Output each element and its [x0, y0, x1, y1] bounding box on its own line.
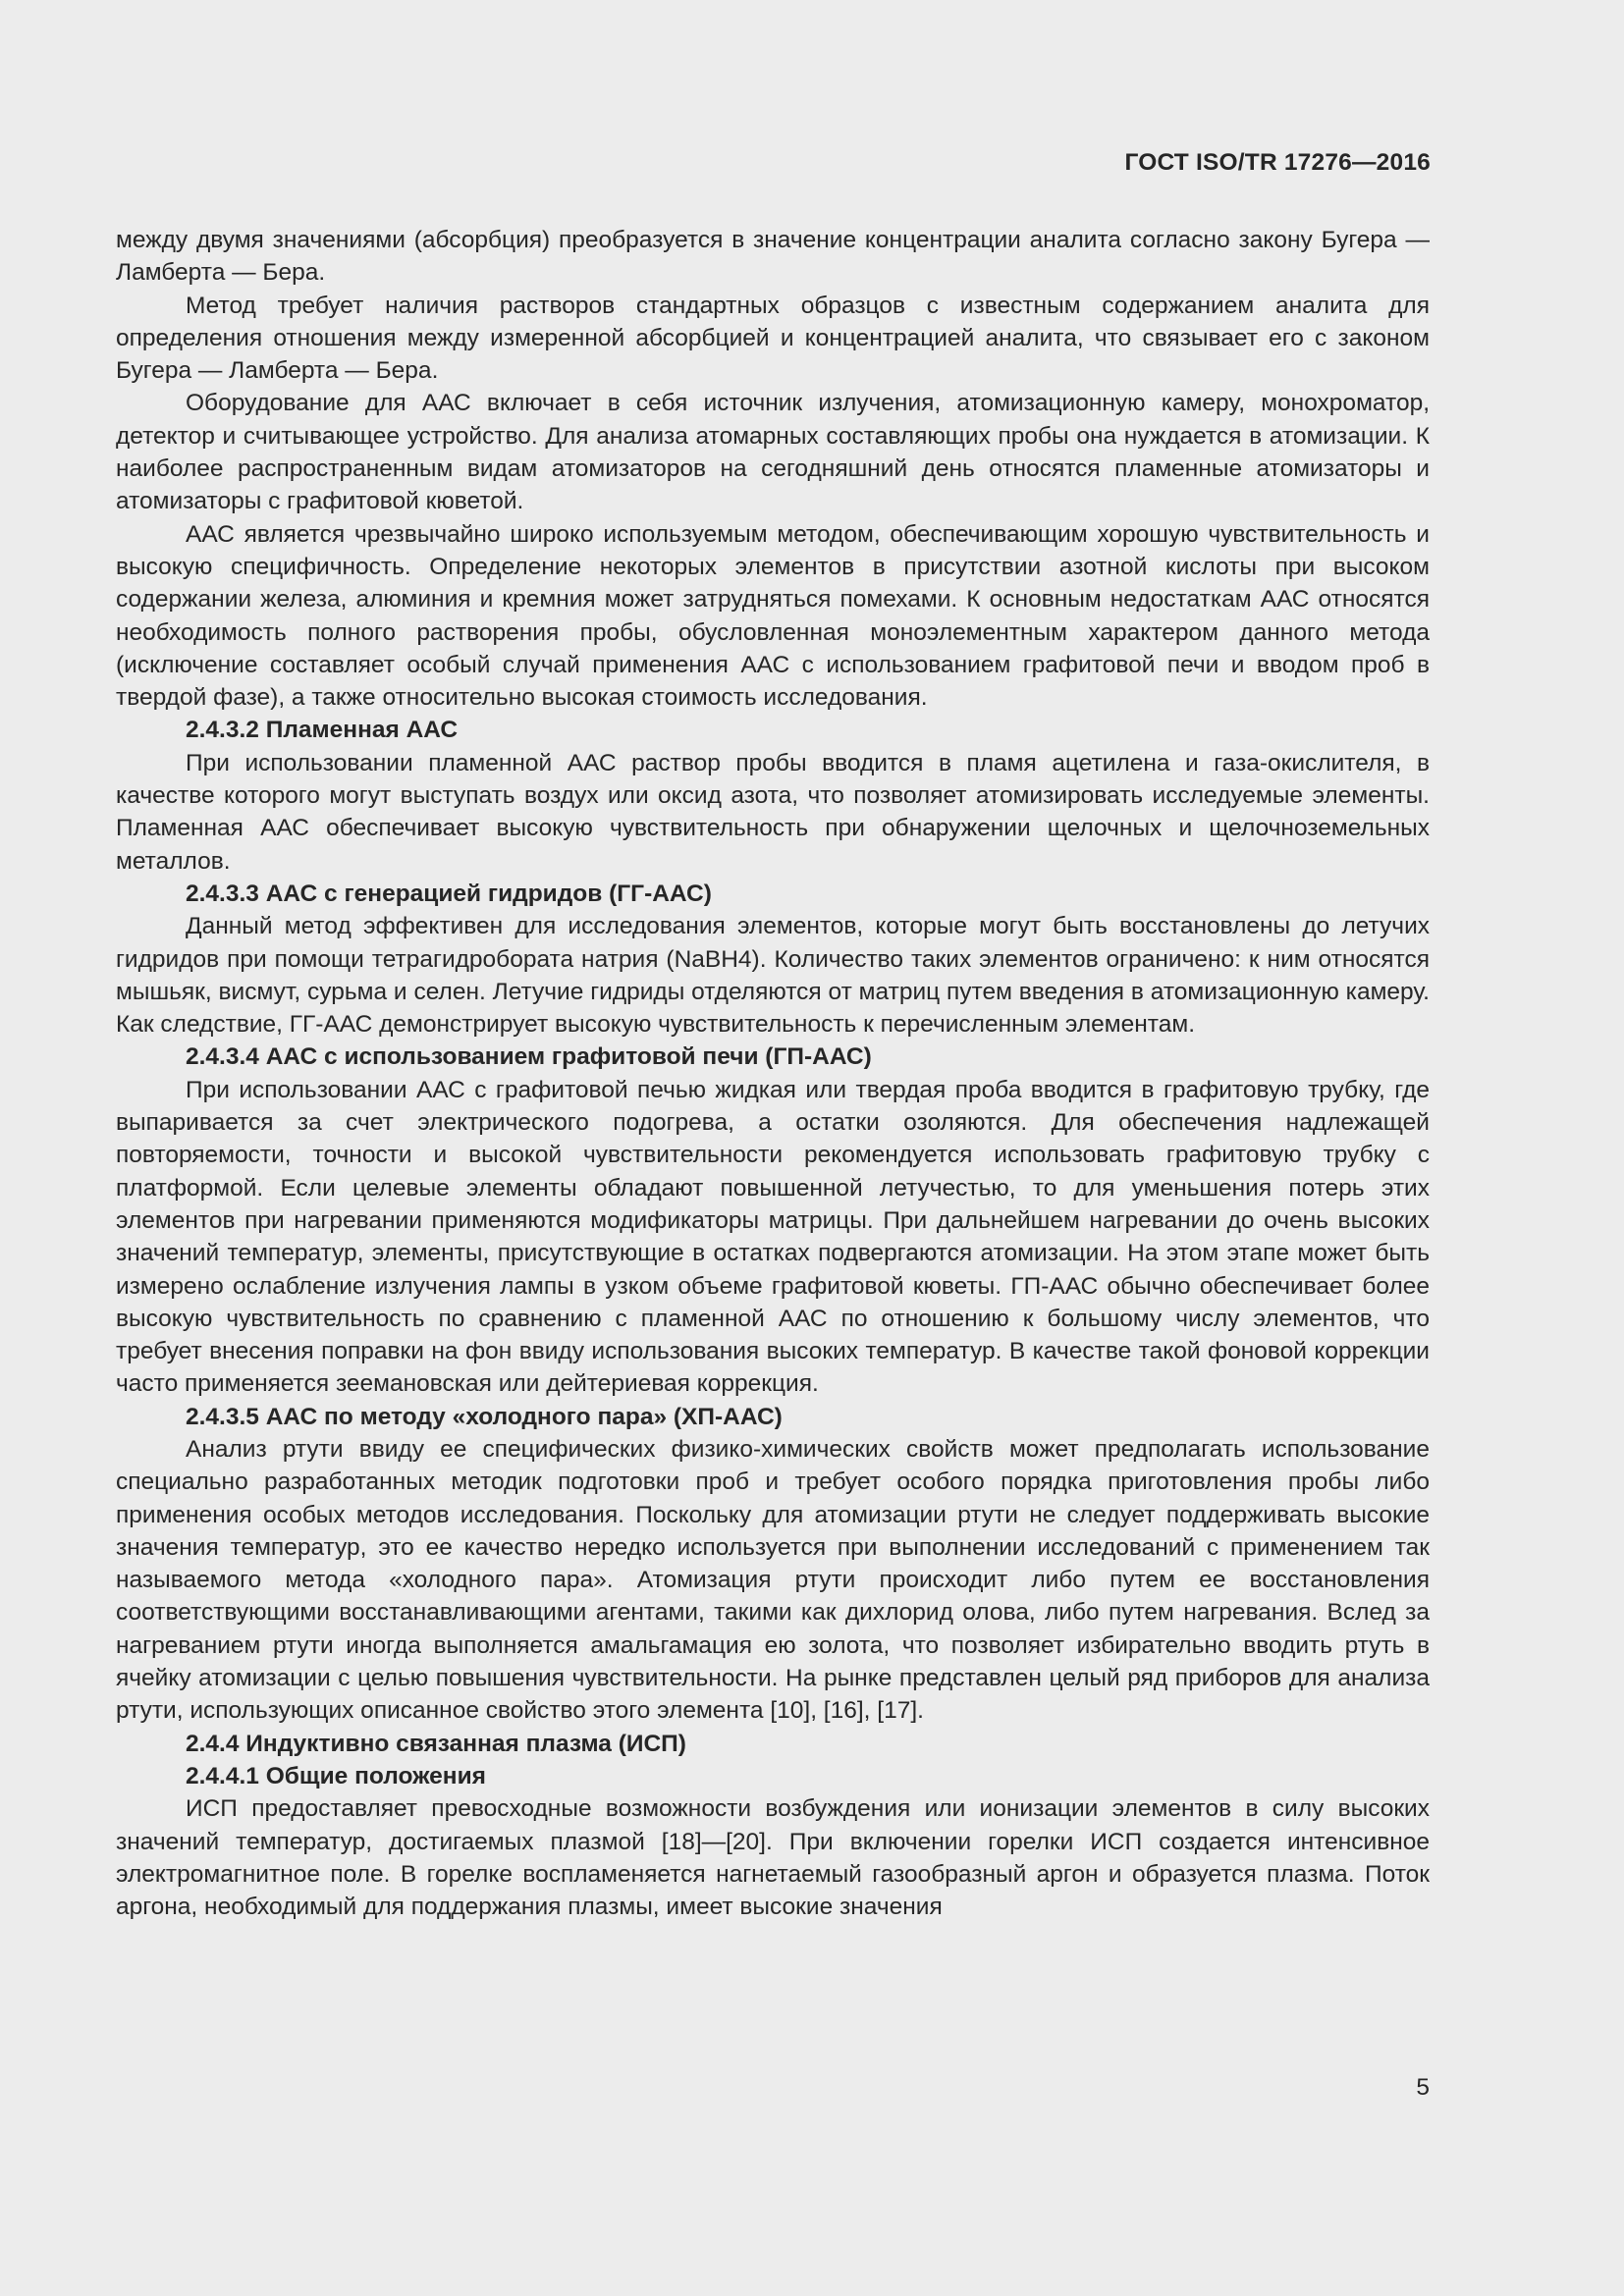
section-heading: 2.4.3.4 ААС с использованием графитовой печи (ГП-ААС) — [186, 1043, 872, 1071]
paragraph: Данный метод эффективен для исследования элементов, которые могут быть восстановлены до летучих гидридов при помощи тетрагидробората натрия (NaBH4). Количество таких элементов ограничено: к ним относятся мышьяк, висмут, сурьма и селен. Летучие гидриды отделяются от матриц путем введения в атомизационную камеру. Как следствие, ГГ-ААС демонстрирует высокую чувствительность к перечисленным элементам. — [116, 913, 1430, 1039]
section-heading: 2.4.4 Индуктивно связанная плазма (ИСП) — [186, 1730, 686, 1757]
paragraph: При использовании пламенной ААС раствор пробы вводится в пламя ацетилена и газа-окислителя, в качестве которого могут выступать воздух или оксид азота, что позволяет атомизировать исследуемые элементы. Пламенная ААС обеспечивает высокую чувствительность при обнаружении щелочных и щелочноземельных металлов. — [116, 749, 1430, 875]
section-heading: 2.4.3.5 ААС по методу «холодного пара» (ХП-ААС) — [186, 1403, 783, 1430]
paragraph: Метод требует наличия растворов стандартных образцов с известным содержанием аналита для определения отношения между измеренной абсорбцией и концентрацией аналита, что связывает его с законом Бугера — Ламберта — Бера. — [116, 292, 1430, 385]
paragraph: При использовании ААС с графитовой печью жидкая или твердая проба вводится в графитовую трубку, где выпаривается за счет электрического подогрева, а остатки озоляются. Для обеспечения надлежащей повторяемости, точности и высокой чувствительности рекомендуется использовать графитовую трубку с платформой. Если целевые элементы обладают повышенной летучестью, то для уменьшения потерь этих элементов при нагревании применяются модификаторы матрицы. При дальнейшем нагревании до очень высоких значений температур, элементы, присутствующие в остатках подвергаются атомизации. На этом этапе может быть измерено ослабление излучения лампы в узком объеме графитовой кюветы. ГП-ААС обычно обеспечивает более высокую чувствительность по сравнению с пламенной ААС по отношению к большому числу элементов, что требует внесения поправки на фон ввиду использования высоких температур. В качестве такой фоновой коррекции часто применяется зеемановская или дейтериевая коррекция. — [116, 1076, 1430, 1398]
paragraph: Анализ ртути ввиду ее специфических физико-химических свойств может предполагать использование специально разработанных методик подготовки проб и требует особого порядка приготовления пробы либо применения особых методов исследования. Поскольку для атомизации ртути не следует поддерживать высокие значения температур, это ее качество нередко используется при выполнении исследований с применением так называемого метода «холодного пара». Атомизация ртути происходит либо путем ее восстановления соответствующими восстанавливающими агентами, такими как дихлорид олова, либо путем нагревания. Вслед за нагреванием ртути иногда выполняется амальгамация ею золота, что позволяет избирательно вводить ртуть в ячейку атомизации с целью повышения чувствительности. На рынке представлен целый ряд приборов для анализа ртути, использующих описанное свойство этого элемента [10], [16], [17]. — [116, 1435, 1430, 1725]
paragraph: между двумя значениями (абсорбция) преобразуется в значение концентрации аналита согласно закону Бугера — Ламберта — Бера. — [116, 227, 1430, 287]
paragraph: ИСП предоставляет превосходные возможности возбуждения или ионизации элементов в силу высоких значений температур, достигаемых плазмой [18]—[20]. При включении горелки ИСП создается интенсивное электромагнитное поле. В горелке воспламеняется нагнетаемый газообразный аргон и образуется плазма. Поток аргона, необходимый для поддержания плазмы, имеет высокие значения — [116, 1795, 1430, 1921]
paragraph: ААС является чрезвычайно широко используемым методом, обеспечивающим хорошую чувствительность и высокую специфичность. Определение некоторых элементов в присутствии азотной кислоты при высоком содержании железа, алюминия и кремния может затрудняться помехами. К основным недостаткам ААС относятся необходимость полного растворения пробы, обусловленная моноэлементным характером данного метода (исключение составляет особый случай применения ААС с использованием графитовой печи и вводом проб в твердой фазе), а также относительно высокая стоимость исследования. — [116, 520, 1430, 712]
section-heading: 2.4.3.3 ААС с генерацией гидридов (ГГ-ААС) — [186, 880, 712, 907]
document-body — [116, 224, 1430, 1923]
paragraph: Оборудование для ААС включает в себя источник излучения, атомизационную камеру, монохроматор, детектор и считывающее устройство. Для анализа атомарных составляющих пробы она нуждается в атомизации. К наиболее распространенным видам атомизаторов на сегодняшний день относятся пламенные атомизаторы и атомизаторы с графитовой кюветой. — [116, 390, 1430, 515]
page-number: 5 — [1416, 2074, 1430, 2101]
section-heading: 2.4.4.1 Общие положения — [186, 1762, 486, 1789]
document-header: ГОСТ ISO/TR 17276—2016 — [1124, 149, 1431, 176]
section-heading: 2.4.3.2 Пламенная ААС — [186, 717, 459, 744]
